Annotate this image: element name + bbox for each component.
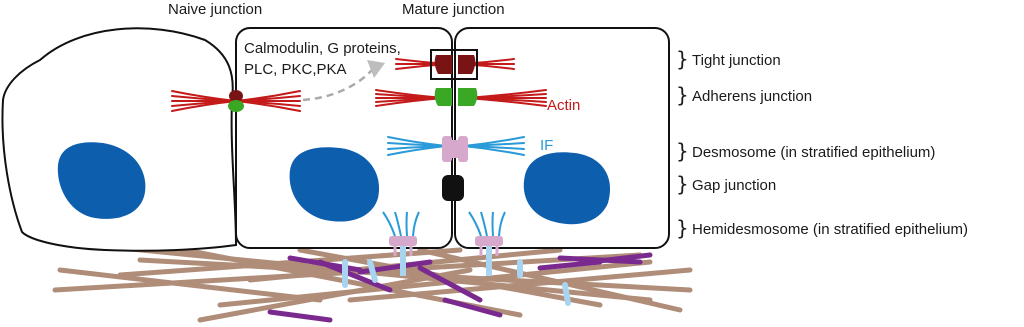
occludin	[458, 55, 475, 74]
desmosome-label: Desmosome (in stratified epithelium)	[692, 144, 936, 161]
naive-junction-header: Naive junction	[168, 1, 263, 18]
desmoglein	[450, 140, 460, 158]
connexon	[442, 175, 464, 201]
cadherin	[458, 88, 477, 106]
naive-adherens-protein	[228, 100, 244, 112]
gap-junction-proteins	[442, 175, 464, 201]
brace: }	[676, 216, 689, 240]
brace: }	[676, 172, 689, 196]
claudin	[435, 55, 452, 74]
cadherin	[435, 88, 452, 106]
signaling-line-2: PLC, PKC,PKA	[244, 61, 347, 78]
brace: }	[676, 83, 689, 107]
tight-junction-label: Tight junction	[692, 52, 781, 69]
intermediate-filament	[493, 212, 494, 236]
matrix-protein	[270, 312, 330, 320]
if-label: IF	[540, 137, 554, 154]
intermediate-filament	[407, 212, 408, 236]
mature-junction-header: Mature junction	[402, 1, 505, 18]
hemidesmosome-plaque	[389, 236, 417, 246]
signaling-line-1: Calmodulin, G proteins,	[244, 40, 401, 57]
hemidesmosome-plaque	[475, 236, 503, 246]
actin-label: Actin	[547, 97, 581, 114]
adherens-junction-label: Adherens junction	[692, 88, 813, 105]
brace: }	[676, 47, 689, 71]
brace: }	[676, 139, 689, 163]
integrin	[565, 285, 568, 303]
gap-junction-label: Gap junction	[692, 177, 777, 194]
hemidesmosome-label: Hemidesmosome (in stratified epithelium)	[692, 221, 968, 238]
